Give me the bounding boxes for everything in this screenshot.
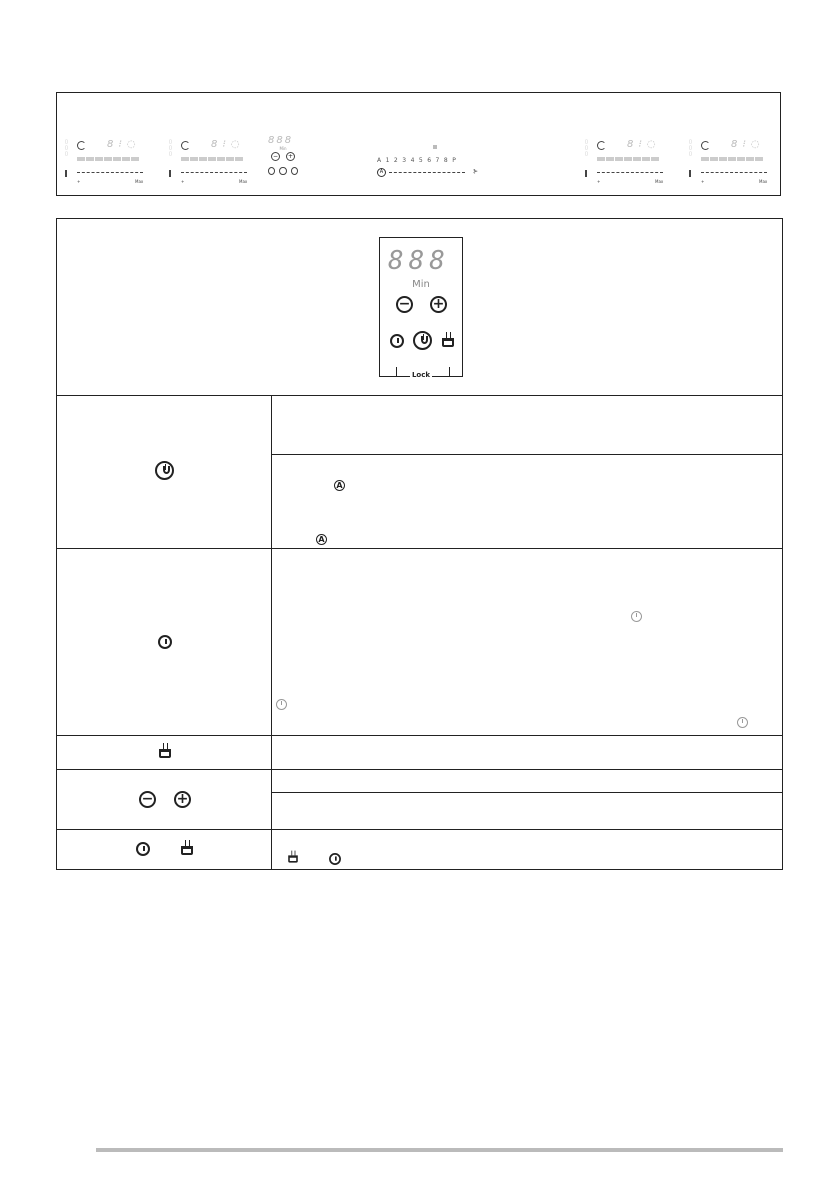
plus-button[interactable]: + [430, 296, 447, 313]
pot-icon [287, 851, 298, 864]
timer-icon [737, 717, 748, 728]
plus-icon: + [174, 791, 191, 808]
lock-label: Lock [411, 371, 431, 379]
bridge-zone-control: A 1 2 3 4 5 6 7 8 P A ⊱ [377, 145, 497, 179]
minus-icon: − [139, 791, 156, 808]
function-table [56, 218, 783, 870]
auto-icon: A [316, 534, 327, 545]
timer-digits: 888 [388, 246, 450, 276]
cooking-zone-control-4: ▯ ▯ ▯ 8 ⁝ ◌ + Max [689, 139, 768, 184]
zone-cycle-icon [77, 141, 86, 150]
zone-cycle-icon [181, 141, 190, 150]
power-icon [155, 461, 174, 480]
pot-icon [158, 743, 172, 759]
strip-timer-display: 888 Min − + [268, 135, 298, 180]
cooktop-overview-strip [56, 92, 781, 196]
timer-icon [276, 699, 287, 710]
timer-icon [136, 842, 150, 856]
cooking-zone-control-3: ▯ ▯ ▯ 8 ⁝ ◌ + Max [585, 139, 664, 184]
zone-cycle-icon [701, 141, 710, 150]
power-icon[interactable] [413, 331, 432, 350]
cooking-zone-control-2: ▯ ▯ ▯ 8 ⁝ ◌ + Max [169, 139, 248, 184]
minus-button[interactable]: − [396, 296, 413, 313]
pot-icon[interactable] [441, 332, 455, 348]
min-label: Min [412, 279, 430, 290]
timer-icon [158, 635, 172, 649]
control-panel-illustration [379, 237, 463, 377]
timer-icon [631, 611, 642, 622]
timer-icon [329, 853, 341, 865]
page-footer-rule [96, 1148, 783, 1152]
timer-icon[interactable] [390, 334, 404, 348]
auto-icon: A [334, 480, 345, 491]
zone-cycle-icon [597, 141, 606, 150]
pot-icon [180, 840, 194, 856]
cooking-zone-control-1: ▯ ▯ ▯ 8 ⁝ ◌ + Max [65, 139, 144, 184]
